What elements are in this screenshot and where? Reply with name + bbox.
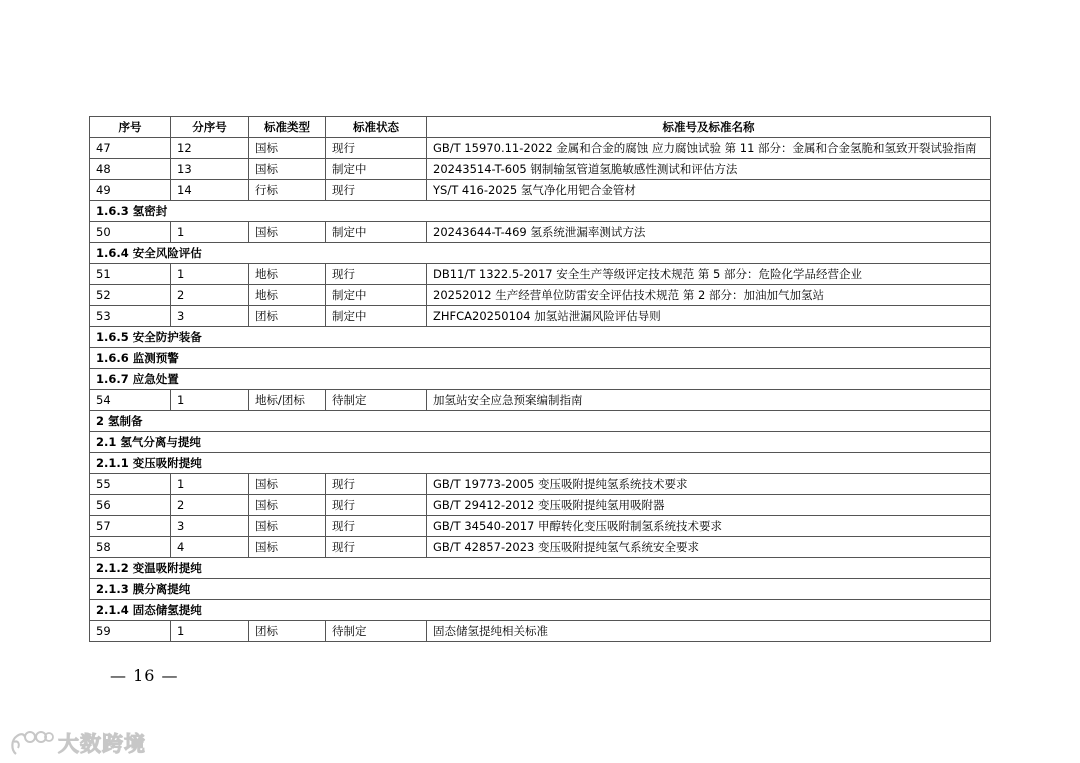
table-row [90, 621, 991, 642]
row-index: 52 [90, 285, 171, 306]
watermark [8, 726, 146, 760]
standard-status: 制定中 [326, 159, 427, 180]
section-title: 1.6.5 安全防护装备 [90, 327, 991, 348]
row-index: 57 [90, 516, 171, 537]
section-row [90, 243, 991, 264]
standard-type: 团标 [249, 306, 326, 327]
row-index: 47 [90, 138, 171, 159]
standard-name: 20243644-T-469 氢系统泄漏率测试方法 [427, 222, 991, 243]
section-row [90, 327, 991, 348]
standard-type: 国标 [249, 516, 326, 537]
section-title: 2.1.1 变压吸附提纯 [90, 453, 991, 474]
section-row [90, 369, 991, 390]
section-title: 1.6.7 应急处置 [90, 369, 991, 390]
table-row [90, 390, 991, 411]
column-header: 序号 [90, 117, 171, 138]
standard-status: 现行 [326, 264, 427, 285]
sub-index: 3 [171, 516, 249, 537]
sub-index: 1 [171, 222, 249, 243]
table-header-row [90, 117, 991, 138]
section-title: 2 氢制备 [90, 411, 991, 432]
column-header: 标准号及标准名称 [427, 117, 991, 138]
column-header: 分序号 [171, 117, 249, 138]
sub-index: 1 [171, 621, 249, 642]
table-row [90, 264, 991, 285]
row-index: 48 [90, 159, 171, 180]
row-index: 59 [90, 621, 171, 642]
standard-name: 加氢站安全应急预案编制指南 [427, 390, 991, 411]
section-row [90, 432, 991, 453]
standard-status: 待制定 [326, 621, 427, 642]
table-row [90, 222, 991, 243]
standard-name: ZHFCA20250104 加氢站泄漏风险评估导则 [427, 306, 991, 327]
row-index: 55 [90, 474, 171, 495]
standard-name: GB/T 42857-2023 变压吸附提纯氢气系统安全要求 [427, 537, 991, 558]
table-row [90, 474, 991, 495]
table-row [90, 159, 991, 180]
standard-type: 地标/团标 [249, 390, 326, 411]
section-row [90, 579, 991, 600]
sub-index: 14 [171, 180, 249, 201]
row-index: 56 [90, 495, 171, 516]
row-index: 50 [90, 222, 171, 243]
standards-table [89, 116, 991, 642]
standard-type: 国标 [249, 159, 326, 180]
section-title: 1.6.3 氢密封 [90, 201, 991, 222]
standard-status: 现行 [326, 516, 427, 537]
row-index: 49 [90, 180, 171, 201]
standard-name: 固态储氢提纯相关标准 [427, 621, 991, 642]
column-header: 标准状态 [326, 117, 427, 138]
standard-type: 国标 [249, 222, 326, 243]
row-index: 51 [90, 264, 171, 285]
section-row [90, 600, 991, 621]
standard-type: 国标 [249, 474, 326, 495]
standard-name: DB11/T 1322.5-2017 安全生产等级评定技术规范 第 5 部分：危险化学品经营企业 [427, 264, 991, 285]
section-row [90, 201, 991, 222]
section-row [90, 453, 991, 474]
section-row [90, 411, 991, 432]
standard-type: 地标 [249, 264, 326, 285]
standard-name: GB/T 19773-2005 变压吸附提纯氢系统技术要求 [427, 474, 991, 495]
row-index: 53 [90, 306, 171, 327]
standard-status: 现行 [326, 537, 427, 558]
section-row [90, 348, 991, 369]
sub-index: 12 [171, 138, 249, 159]
standard-status: 制定中 [326, 285, 427, 306]
sub-index: 2 [171, 285, 249, 306]
table-row [90, 537, 991, 558]
standard-status: 制定中 [326, 306, 427, 327]
standard-status: 现行 [326, 180, 427, 201]
sub-index: 13 [171, 159, 249, 180]
standard-name: GB/T 29412-2012 变压吸附提纯氢用吸附器 [427, 495, 991, 516]
section-title: 2.1 氢气分离与提纯 [90, 432, 991, 453]
standard-type: 国标 [249, 537, 326, 558]
standard-name: GB/T 34540-2017 甲醇转化变压吸附制氢系统技术要求 [427, 516, 991, 537]
standard-type: 国标 [249, 138, 326, 159]
standard-type: 地标 [249, 285, 326, 306]
standard-status: 现行 [326, 474, 427, 495]
standard-type: 团标 [249, 621, 326, 642]
sub-index: 1 [171, 264, 249, 285]
row-index: 54 [90, 390, 171, 411]
watermark-text: 大数跨境 [58, 732, 146, 756]
table-row [90, 180, 991, 201]
column-header: 标准类型 [249, 117, 326, 138]
table-row [90, 138, 991, 159]
sub-index: 1 [171, 474, 249, 495]
standard-name: 20252012 生产经营单位防雷安全评估技术规范 第 2 部分：加油加气加氢站 [427, 285, 991, 306]
standard-name: 20243514-T-605 钢制输氢管道氢脆敏感性测试和评估方法 [427, 159, 991, 180]
table-body [90, 138, 991, 642]
section-title: 2.1.4 固态储氢提纯 [90, 600, 991, 621]
sub-index: 2 [171, 495, 249, 516]
standard-name: GB/T 15970.11-2022 金属和合金的腐蚀 应力腐蚀试验 第 11 部分：金属和合金氢脆和氢致开裂试验指南 [427, 138, 991, 159]
standard-type: 国标 [249, 495, 326, 516]
section-title: 2.1.3 膜分离提纯 [90, 579, 991, 600]
row-index: 58 [90, 537, 171, 558]
standard-status: 制定中 [326, 222, 427, 243]
standard-name: YS/T 416-2025 氢气净化用钯合金管材 [427, 180, 991, 201]
sub-index: 4 [171, 537, 249, 558]
section-title: 1.6.6 监测预警 [90, 348, 991, 369]
table-row [90, 306, 991, 327]
sub-index: 3 [171, 306, 249, 327]
standard-status: 现行 [326, 495, 427, 516]
sub-index: 1 [171, 390, 249, 411]
table-row [90, 516, 991, 537]
standard-status: 现行 [326, 138, 427, 159]
section-row [90, 558, 991, 579]
section-title: 2.1.2 变温吸附提纯 [90, 558, 991, 579]
standard-status: 待制定 [326, 390, 427, 411]
page-number: — 16 — [110, 666, 179, 685]
standard-type: 行标 [249, 180, 326, 201]
section-title: 1.6.4 安全风险评估 [90, 243, 991, 264]
table-row [90, 285, 991, 306]
logo-icon [8, 728, 54, 758]
table-row [90, 495, 991, 516]
